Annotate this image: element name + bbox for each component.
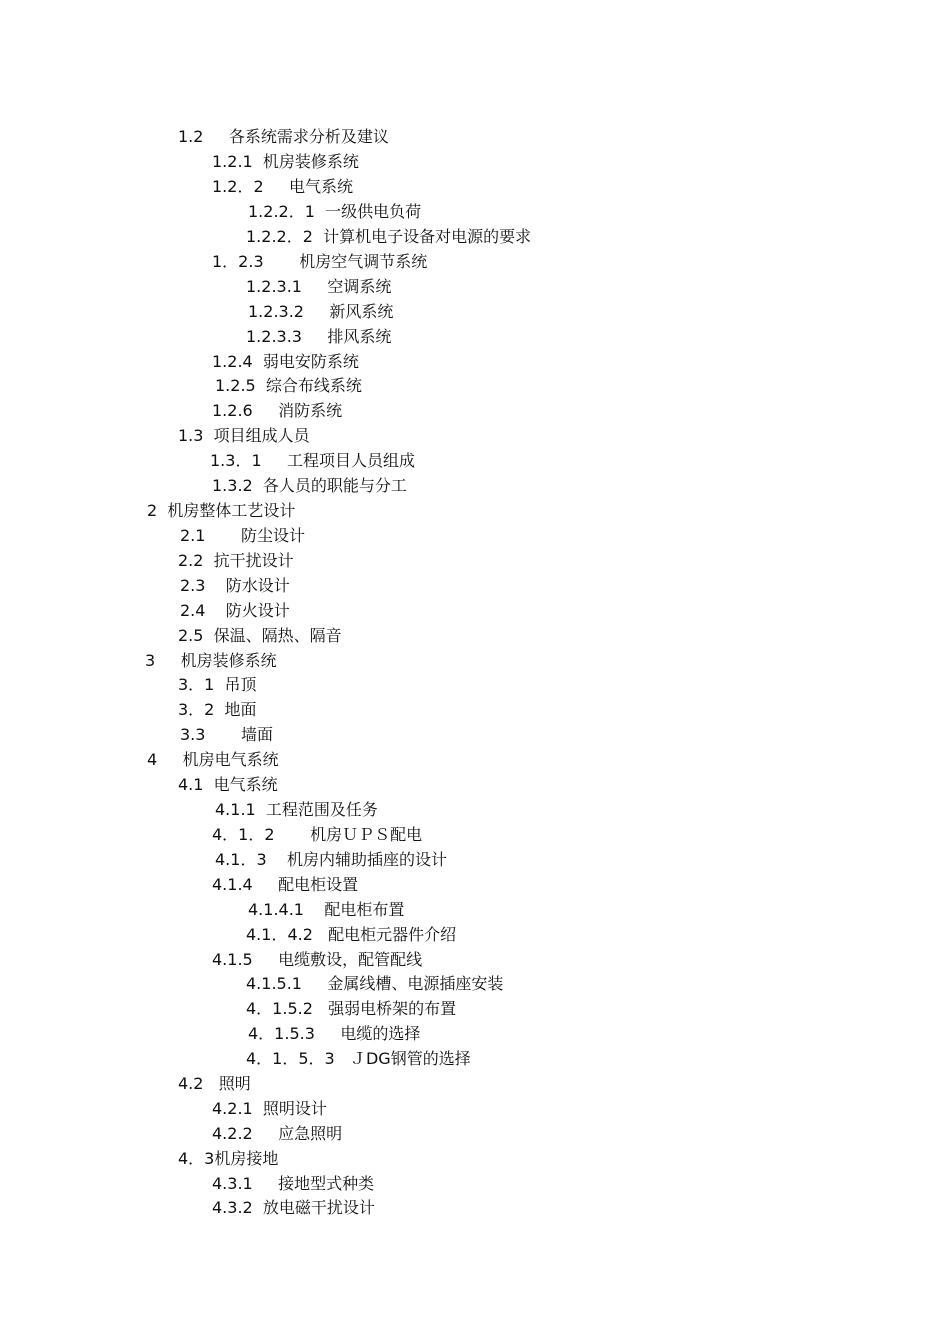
toc-entry: 4．1.5.2 强弱电桥架的布置 bbox=[246, 999, 457, 1018]
toc-entry: 4．3机房接地 bbox=[178, 1149, 279, 1168]
toc-entry: 4.1．4.2 配电柜元器件介绍 bbox=[246, 925, 457, 944]
toc-entry: 1.2.3.2 新风系统 bbox=[248, 302, 394, 321]
toc-entry: 4.1 电气系统 bbox=[178, 775, 278, 794]
toc-entry: 4.2 照明 bbox=[178, 1074, 251, 1093]
toc-entry: 3．2 地面 bbox=[178, 700, 257, 719]
toc-entry: 4 机房电气系统 bbox=[147, 750, 279, 769]
toc-entry: 3 机房装修系统 bbox=[145, 651, 277, 670]
toc-entry: 4.1.1 工程范围及任务 bbox=[215, 800, 378, 819]
toc-entry: 4．1.5.3 电缆的选择 bbox=[248, 1024, 421, 1043]
toc-entry: 1.2.3.3 排风系统 bbox=[246, 327, 392, 346]
toc-entry: 1.2.6 消防系统 bbox=[212, 401, 343, 420]
toc-entry: 1.3.2 各人员的职能与分工 bbox=[212, 476, 407, 495]
toc-entry: 1．2.3 机房空气调节系统 bbox=[212, 252, 428, 271]
toc-entry: 4.1.4 配电柜设置 bbox=[212, 875, 359, 894]
toc-entry: 3.3 墙面 bbox=[180, 725, 274, 744]
toc-entry: 1.3．1 工程项目人员组成 bbox=[210, 451, 416, 470]
toc-entry: 4.1.5 电缆敷设，配管配线 bbox=[212, 950, 423, 969]
toc-entry: 3．1 吊顶 bbox=[178, 675, 257, 694]
toc-entry: 4.1.5.1 金属线槽、电源插座安装 bbox=[246, 974, 504, 993]
toc-entry: 1.2.1 机房装修系统 bbox=[212, 152, 359, 171]
toc-entry: 2.1 防尘设计 bbox=[180, 526, 306, 545]
toc-entry: 4.2.1 照明设计 bbox=[212, 1099, 327, 1118]
toc-entry: 1.2.3.1 空调系统 bbox=[246, 277, 392, 296]
toc-entry: 1.2.2．2 计算机电子设备对电源的要求 bbox=[246, 227, 532, 246]
toc-entry: 1.2.5 综合布线系统 bbox=[215, 376, 362, 395]
toc-entry: 4.3.1 接地型式种类 bbox=[212, 1174, 375, 1193]
toc-entry: 1.3 项目组成人员 bbox=[178, 426, 310, 445]
toc-entry: 4.2.2 应急照明 bbox=[212, 1124, 343, 1143]
toc-entry: 2.2 抗干扰设计 bbox=[178, 551, 294, 570]
toc-entry: 4.1.4.1 配电柜布置 bbox=[248, 900, 405, 919]
toc-entry: 2.5 保温、隔热、隔音 bbox=[178, 626, 342, 645]
toc-entry: 4．1．5．3 ＪDG钢管的选择 bbox=[246, 1049, 471, 1068]
toc-entry: 1.2.4 弱电安防系统 bbox=[212, 352, 359, 371]
toc-entry: 4．1．2 机房ＵＰＳ配电 bbox=[212, 825, 423, 844]
toc-entry: 2 机房整体工艺设计 bbox=[147, 501, 296, 520]
toc-entry: 2.3 防水设计 bbox=[180, 576, 290, 595]
toc-entry: 1.2．2 电气系统 bbox=[212, 177, 354, 196]
toc-entry: 2.4 防火设计 bbox=[180, 601, 290, 620]
toc-entry: 4.3.2 放电磁干扰设计 bbox=[212, 1198, 375, 1217]
toc-entry: 1.2.2．1 一级供电负荷 bbox=[248, 202, 422, 221]
toc-entry: 4.1．3 机房内辅助插座的设计 bbox=[215, 850, 447, 869]
toc-entry: 1.2 各系统需求分析及建议 bbox=[178, 127, 389, 146]
